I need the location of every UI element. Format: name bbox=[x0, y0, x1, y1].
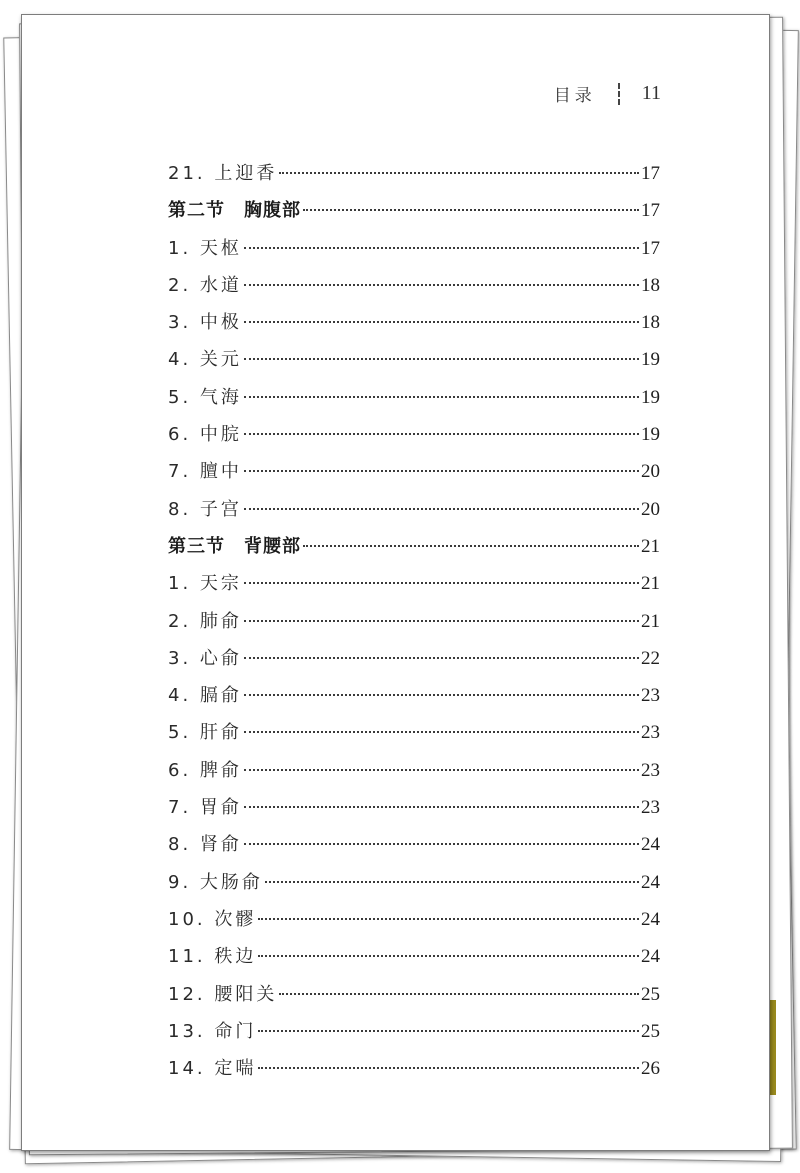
header-section-title: 目录 bbox=[553, 86, 596, 106]
toc-entry[interactable] bbox=[168, 714, 660, 751]
toc-entry[interactable] bbox=[168, 826, 660, 863]
toc-entry-page-number: 24 bbox=[641, 908, 660, 930]
leader-dots bbox=[244, 731, 639, 733]
leader-dots bbox=[279, 993, 639, 995]
toc-entry-page-number: 21 bbox=[641, 610, 660, 632]
toc-entry-label: 1. 天宗 bbox=[168, 573, 242, 595]
toc-entry-page-number: 17 bbox=[641, 200, 660, 222]
toc-section-heading[interactable] bbox=[168, 528, 660, 565]
toc-entry-page-number: 19 bbox=[641, 349, 660, 371]
toc-entry[interactable] bbox=[168, 1050, 660, 1087]
toc-entry[interactable] bbox=[168, 304, 660, 341]
toc-entry[interactable] bbox=[168, 379, 660, 416]
leader-dots bbox=[279, 172, 639, 174]
toc-entry-label: 7. 膻中 bbox=[168, 461, 242, 483]
toc-entry-page-number: 20 bbox=[641, 461, 660, 483]
header-separator bbox=[618, 83, 620, 105]
toc-entry-label: 2. 肺俞 bbox=[168, 610, 242, 632]
leader-dots bbox=[244, 508, 639, 510]
toc-entry[interactable] bbox=[168, 230, 660, 267]
toc-section-heading[interactable] bbox=[168, 192, 660, 229]
toc-entry-label: 8. 子宫 bbox=[168, 498, 242, 520]
toc-entry-page-number: 17 bbox=[641, 163, 660, 184]
toc-entry-page-number: 21 bbox=[641, 573, 660, 595]
leader-dots bbox=[265, 881, 639, 883]
toc-entry[interactable] bbox=[168, 453, 660, 490]
leader-dots bbox=[258, 918, 639, 920]
toc-entry-label: 3. 中极 bbox=[168, 312, 242, 334]
leader-dots bbox=[244, 433, 639, 435]
toc-entry-page-number: 26 bbox=[641, 1058, 660, 1080]
leader-dots bbox=[244, 321, 639, 323]
toc-entry[interactable] bbox=[168, 789, 660, 826]
toc-entry-page-number: 22 bbox=[641, 647, 660, 669]
table-of-contents bbox=[168, 155, 660, 1087]
toc-entry-page-number: 23 bbox=[641, 685, 660, 707]
toc-entry-label: 2. 水道 bbox=[168, 274, 242, 296]
leader-dots bbox=[244, 769, 639, 771]
toc-entry-page-number: 19 bbox=[641, 424, 660, 446]
toc-entry[interactable] bbox=[168, 491, 660, 528]
header-page-number: 11 bbox=[641, 82, 661, 104]
toc-entry-page-number: 17 bbox=[641, 237, 660, 259]
leader-dots bbox=[244, 396, 639, 398]
toc-entry-label: 6. 中脘 bbox=[168, 424, 242, 446]
toc-entry[interactable] bbox=[168, 341, 660, 378]
leader-dots bbox=[244, 657, 639, 659]
toc-entry-label: 14. 定喘 bbox=[168, 1058, 257, 1080]
toc-entry-label: 5. 气海 bbox=[168, 386, 242, 408]
leader-dots bbox=[303, 209, 639, 211]
toc-entry[interactable] bbox=[168, 938, 660, 975]
toc-entry-label: 3. 心俞 bbox=[168, 647, 242, 669]
toc-entry-page-number: 23 bbox=[641, 722, 660, 744]
toc-entry[interactable] bbox=[168, 976, 660, 1013]
toc-entry-page-number: 23 bbox=[641, 797, 660, 819]
toc-entry-page-number: 20 bbox=[641, 498, 660, 520]
leader-dots bbox=[244, 806, 639, 808]
leader-dots bbox=[244, 470, 639, 472]
toc-entry[interactable] bbox=[168, 416, 660, 453]
leader-dots bbox=[244, 247, 639, 249]
toc-entry-label: 4. 关元 bbox=[168, 349, 242, 371]
leader-dots bbox=[258, 1030, 639, 1032]
toc-page bbox=[21, 14, 770, 1151]
toc-entry[interactable] bbox=[168, 864, 660, 901]
toc-entry-label: 9. 大肠俞 bbox=[168, 871, 263, 893]
toc-entry-label: 5. 肝俞 bbox=[168, 722, 242, 744]
toc-entry-page-number: 25 bbox=[641, 1020, 660, 1042]
toc-entry-label: 7. 胃俞 bbox=[168, 797, 242, 819]
toc-entry-label: 1. 天枢 bbox=[168, 237, 242, 259]
toc-entry[interactable] bbox=[168, 901, 660, 938]
toc-entry[interactable] bbox=[168, 603, 660, 640]
toc-entry[interactable] bbox=[168, 677, 660, 714]
toc-entry-label: 6. 脾俞 bbox=[168, 759, 242, 781]
toc-entry-label: 11. 秩边 bbox=[168, 946, 257, 968]
toc-entry[interactable] bbox=[168, 640, 660, 677]
leader-dots bbox=[244, 358, 639, 360]
toc-entry-page-number: 25 bbox=[641, 983, 660, 1005]
leader-dots bbox=[244, 843, 639, 845]
toc-entry[interactable] bbox=[168, 1013, 660, 1050]
toc-entry[interactable] bbox=[168, 267, 660, 304]
toc-entry-page-number: 24 bbox=[641, 834, 660, 856]
toc-entry-label: 4. 膈俞 bbox=[168, 685, 242, 707]
leader-dots bbox=[258, 1067, 639, 1069]
toc-entry-label: 8. 肾俞 bbox=[168, 834, 242, 856]
leader-dots bbox=[258, 955, 639, 957]
toc-entry-page-number: 19 bbox=[641, 386, 660, 408]
toc-entry-label: 10. 次髎 bbox=[168, 908, 257, 930]
toc-entry-page-number: 18 bbox=[641, 312, 660, 334]
leader-dots bbox=[244, 284, 639, 286]
leader-dots bbox=[303, 545, 639, 547]
running-header bbox=[554, 81, 661, 106]
toc-entry[interactable] bbox=[168, 155, 660, 192]
toc-entry-page-number: 21 bbox=[641, 535, 660, 557]
toc-entry-label: 21. 上迎香 bbox=[168, 163, 278, 184]
toc-entry-page-number: 24 bbox=[641, 946, 660, 968]
toc-entry-label: 第三节 背腰部 bbox=[168, 535, 301, 557]
toc-entry-label: 13. 命门 bbox=[168, 1020, 257, 1042]
toc-entry[interactable] bbox=[168, 752, 660, 789]
leader-dots bbox=[244, 620, 639, 622]
toc-entry-label: 第二节 胸腹部 bbox=[168, 200, 301, 222]
toc-entry-label: 12. 腰阳关 bbox=[168, 983, 278, 1005]
leader-dots bbox=[244, 582, 639, 584]
toc-entry-page-number: 18 bbox=[641, 274, 660, 296]
toc-entry-page-number: 24 bbox=[641, 871, 660, 893]
leader-dots bbox=[244, 694, 639, 696]
toc-entry[interactable] bbox=[168, 565, 660, 602]
toc-entry-page-number: 23 bbox=[641, 759, 660, 781]
